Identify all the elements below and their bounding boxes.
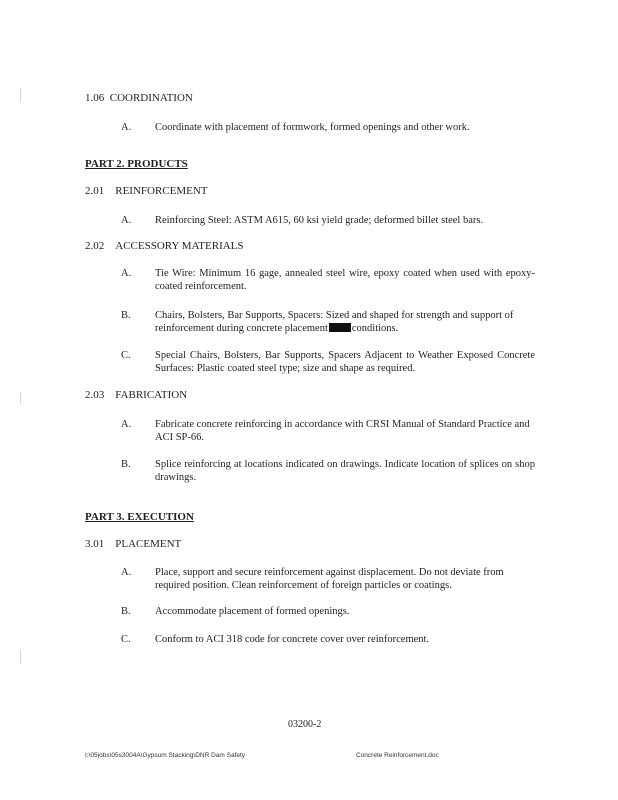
page-number: 03200-2 xyxy=(288,719,322,730)
section-heading-2-03 xyxy=(85,389,187,402)
item-text: Tie Wire: Minimum 16 gage, annealed steel wire, epoxy coated when used with epoxy-coated reinforcement. xyxy=(155,268,535,292)
item-text: Splice reinforcing at locations indicated on drawings. Indicate location of splices on shop drawings. xyxy=(155,459,535,483)
section-number: 3.01 xyxy=(85,538,105,550)
item-text: Place, support and secure reinforcement against displacement. Do not deviate from required position. Clean reinforcement of foreign particles or coatings. xyxy=(155,567,504,591)
part-2-heading: PART 2. PRODUCTS xyxy=(85,158,188,170)
item-letter: A. xyxy=(121,567,132,578)
section-number: 2.01 xyxy=(85,185,105,197)
item-text: Accommodate placement of formed openings. xyxy=(155,606,350,617)
section-heading-2-01 xyxy=(85,185,208,198)
item-text: Conform to ACI 318 code for concrete cover over reinforcement. xyxy=(155,634,430,645)
item-text: Coordinate with placement of formwork, formed openings and other work. xyxy=(155,122,470,133)
section-title: ACCESSORY MATERIALS xyxy=(115,240,244,252)
section-heading-1-06 xyxy=(85,92,193,105)
footer-path: I:\05jobs\05s3004A\Gypsum Stacking\DNR Dam Safety xyxy=(85,752,246,759)
item-text xyxy=(155,309,535,335)
section-heading-2-02 xyxy=(85,240,244,253)
item-text: Fabricate concrete reinforcing in accordance with CRSI Manual of Standard Practice and ACI SP-66. xyxy=(155,419,530,443)
footer-filename: Concrete Reinforcement.doc xyxy=(356,752,439,759)
section-heading-3-01 xyxy=(85,538,181,551)
margin-mark xyxy=(20,650,21,664)
section-number: 1.06 xyxy=(85,92,105,104)
item-letter: A. xyxy=(121,419,132,430)
margin-mark xyxy=(20,88,21,102)
section-title: REINFORCEMENT xyxy=(115,185,208,197)
section-number: 2.02 xyxy=(85,240,105,252)
item-text-part: Chairs, Bolsters, Bar Supports, Spacers: Sized and shaped for strength and support of reinforcement during concrete placement xyxy=(155,310,514,334)
item-letter: A. xyxy=(121,122,132,133)
redaction-mark xyxy=(329,323,351,332)
item-letter: C. xyxy=(121,350,131,361)
section-title: FABRICATION xyxy=(115,389,188,401)
section-title: COORDINATION xyxy=(109,92,193,104)
item-letter: B. xyxy=(121,459,131,470)
item-letter: A. xyxy=(121,215,132,226)
item-text: Reinforcing Steel: ASTM A615, 60 ksi yield grade; deformed billet steel bars. xyxy=(155,215,484,226)
item-text-part: conditions. xyxy=(351,323,399,334)
item-letter: A. xyxy=(121,268,132,279)
item-text: Special Chairs, Bolsters, Bar Supports, Spacers Adjacent to Weather Exposed Concrete Surfaces: Plastic coated steel type; size and shape as required. xyxy=(155,350,535,374)
item-letter: B. xyxy=(121,310,131,321)
part-3-heading: PART 3. EXECUTION xyxy=(85,511,194,523)
section-number: 2.03 xyxy=(85,389,105,401)
margin-mark xyxy=(20,392,21,404)
section-title: PLACEMENT xyxy=(115,538,182,550)
item-letter: B. xyxy=(121,606,131,617)
item-letter: C. xyxy=(121,634,131,645)
